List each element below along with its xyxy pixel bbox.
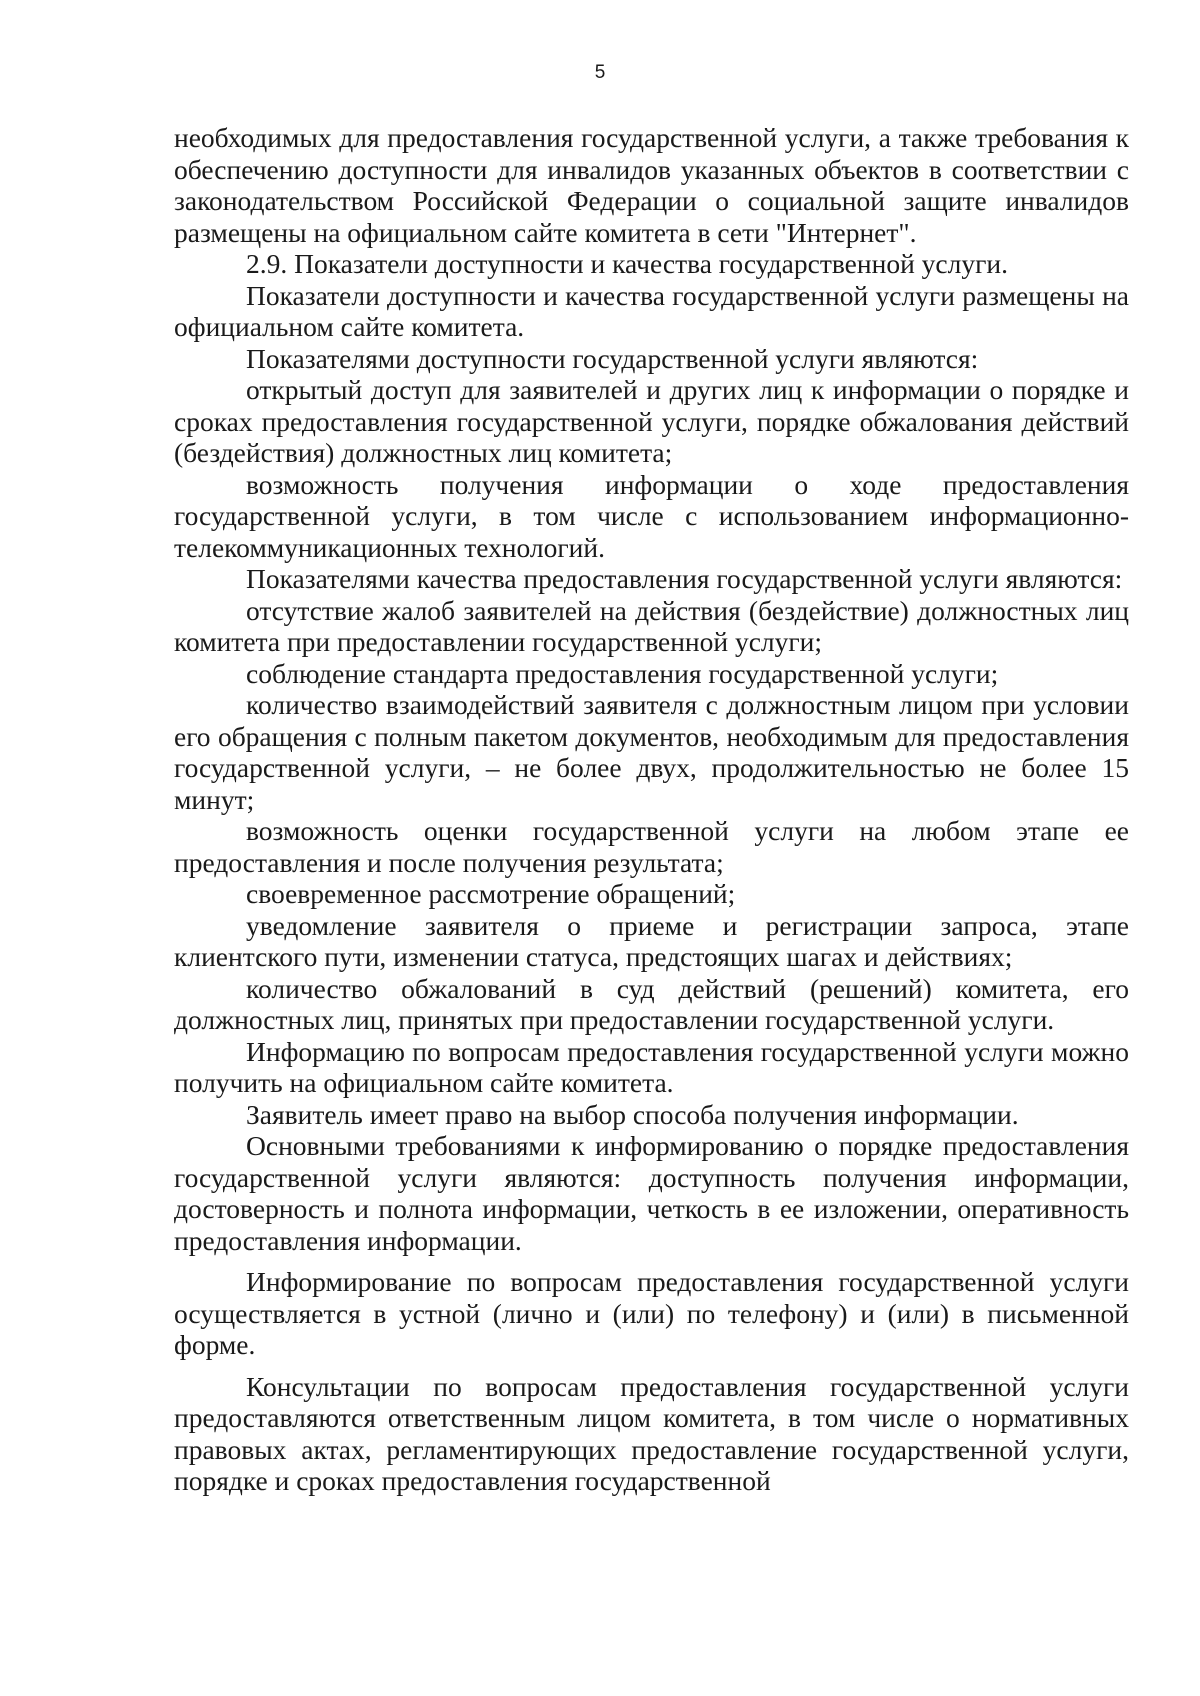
- paragraph-18: Информирование по вопросам предоставления государственной услуги осуществляется в устной (лично и (или) по телефону) и (или) в письменной форме.: [174, 1266, 1129, 1360]
- list-item: открытый доступ для заявителей и других лиц к информации о порядке и сроках предоставления государственной услуги, порядке обжалования действий (бездействия) должностных лиц комитета;: [174, 374, 1129, 468]
- list-item: возможность получения информации о ходе предоставления государственной услуги, в том числе с использованием информационно-телекоммуникационных технологий.: [174, 468, 1129, 563]
- paragraph-3: Показатели доступности и качества государственной услуги размещены на официальном сайте комитета.: [174, 279, 1129, 342]
- section-heading-2-9: 2.9. Показатели доступности и качества государственной услуги.: [246, 248, 1008, 279]
- paragraph-1: необходимых для предоставления государственной услуги, а также требования к обеспечению доступности для инвалидов указанных объектов в соответствии с законодательством Российской Федерации о социальной защите инвалидов размещены на официальном сайте комитета в сети "Интернет".: [174, 122, 1129, 248]
- list-item: отсутствие жалоб заявителей на действия (бездействие) должностных лиц комитета при предоставлении государственной услуги;: [174, 594, 1129, 657]
- list-item: возможность оценки государственной услуги на любом этапе ее предоставления и после получения результата;: [174, 815, 1129, 878]
- paragraph-15: Информацию по вопросам предоставления государственной услуги можно получить на официальном сайте комитета.: [174, 1035, 1129, 1098]
- paragraph-17: Основными требованиями к информированию о порядке предоставления государственной услуги являются: доступность получения информации, достоверность и полнота информации, четкость в ее изложении, оперативность предоставления информации.: [174, 1130, 1129, 1256]
- paragraph-7: Показателями качества предоставления государственной услуги являются:: [246, 563, 1123, 594]
- page-number: 5: [594, 62, 606, 83]
- list-item: соблюдение стандарта предоставления государственной услуги;: [246, 657, 999, 689]
- list-item: своевременное рассмотрение обращений;: [246, 878, 736, 909]
- list-item: уведомление заявителя о приеме и регистрации запроса, этапе клиентского пути, изменении статуса, предстоящих шагах и действиях;: [174, 909, 1129, 972]
- list-item: количество обжалований в суд действий (решений) комитета, его должностных лиц, принятых при предоставлении государственной услуги.: [174, 972, 1129, 1035]
- paragraph-19: Консультации по вопросам предоставления государственной услуги предоставляются ответственным лицом комитета, в том числе о нормативных правовых актах, регламентирующих предоставление государственной услуги, порядке и сроках предоставления государственной: [174, 1370, 1129, 1496]
- paragraph-4: Показателями доступности государственной услуги являются:: [246, 342, 979, 374]
- list-item: количество взаимодействий заявителя с должностным лицом при условии его обращения с полным пакетом документов, необходимым для предоставления государственной услуги, – не более двух, продолжительностью не более 15 минут;: [174, 689, 1129, 815]
- paragraph-16: Заявитель имеет право на выбор способа получения информации.: [246, 1098, 1019, 1130]
- document-body: [174, 122, 1129, 1497]
